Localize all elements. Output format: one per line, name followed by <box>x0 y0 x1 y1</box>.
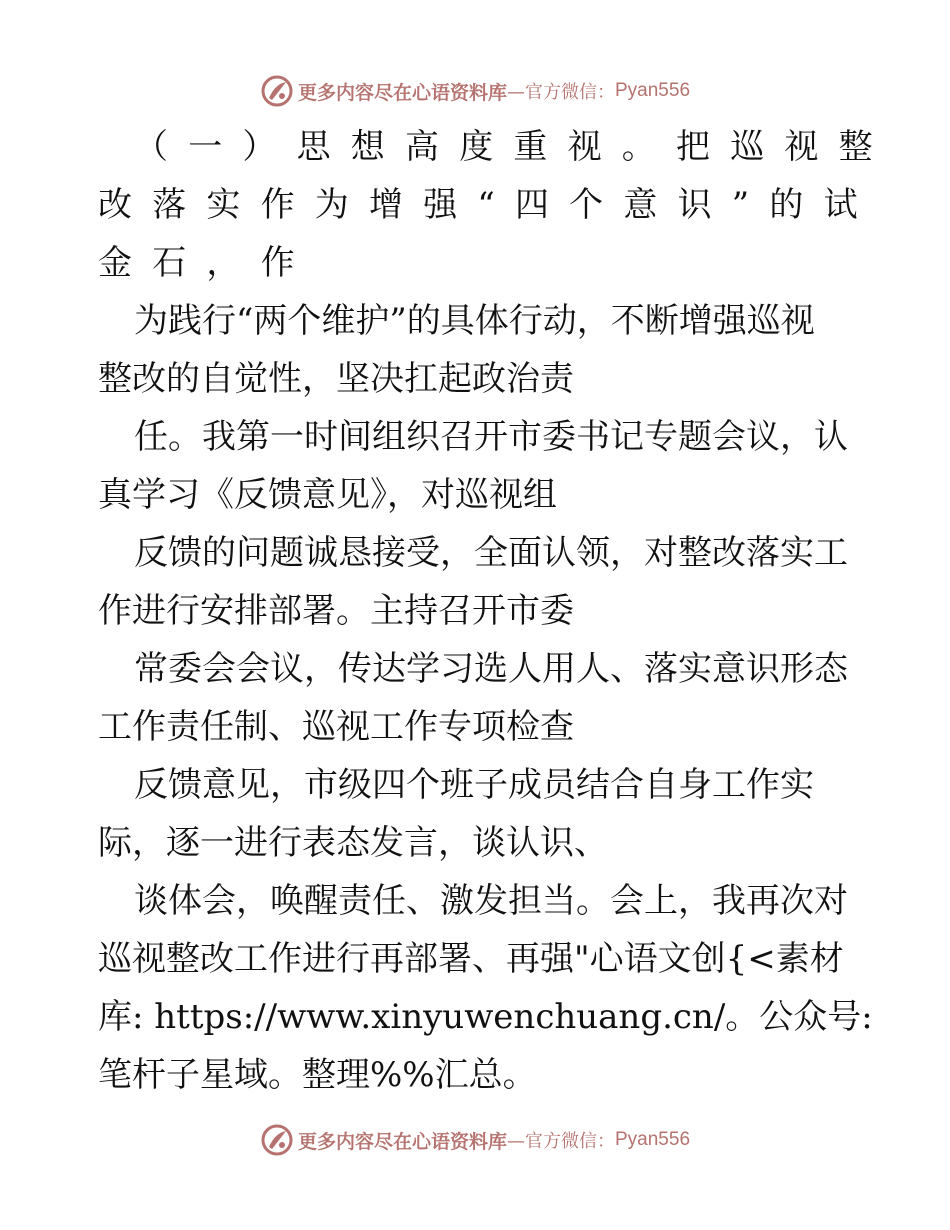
text-line: 常委会会议，传达学习选人用人、落实意识形态 <box>134 649 848 689</box>
watermark-id-text: Pyan556 <box>615 80 691 101</box>
text-line: 工作责任制、巡视工作专项检查 <box>98 707 574 747</box>
text-line: 际，逐一进行表态发言，谈认识、 <box>98 823 608 863</box>
paragraph <box>98 292 858 408</box>
text-line: 巡视整改工作进行再部署、再强"心语文创{<素材 <box>98 939 844 979</box>
text-line: 真学习《反馈意见》，对巡视组 <box>98 475 557 515</box>
text-line: 笔杆子星域。整理%%汇总。 <box>98 1055 537 1095</box>
paragraph <box>98 756 858 872</box>
paragraph <box>98 640 858 756</box>
text-line: 反馈的问题诚恳接受，全面认领，对整改落实工 <box>134 533 848 573</box>
text-line: 作进行安排部署。主持召开市委 <box>98 591 574 631</box>
paragraph <box>98 408 858 524</box>
text-line: （一）思想高度重视。把巡视整 <box>134 127 893 167</box>
text-line: 整改的自觉性，坚决扛起政治责 <box>98 359 574 399</box>
text-line: 为践行“两个维护”的具体行动，不断增强巡视 <box>134 301 815 341</box>
text-line: 金石，作 <box>98 243 315 283</box>
paragraph <box>98 524 858 640</box>
text-line: 库: https://www.xinyuwenchuang.cn/。公众号: <box>98 997 873 1037</box>
text-line: 任。我第一时间组织召开市委书记专题会议，认 <box>134 417 848 457</box>
watermark-sub-text: —官方微信： <box>507 1131 615 1152</box>
document-body <box>98 118 893 1104</box>
watermark-banner-bottom <box>0 1120 950 1160</box>
text-line: 改落实作为增强“四个意识”的试 <box>98 185 878 225</box>
seal-logo-icon <box>260 1123 294 1157</box>
seal-logo-icon <box>260 74 294 108</box>
watermark-main-text: 更多内容尽在心语资料库 <box>297 81 507 104</box>
watermark-main-text: 更多内容尽在心语资料库 <box>297 1130 507 1153</box>
watermark-sub-text: —官方微信： <box>507 82 615 103</box>
paragraph <box>98 872 873 1104</box>
watermark-banner-top <box>0 71 950 111</box>
text-line: 反馈意见，市级四个班子成员结合自身工作实 <box>134 765 814 805</box>
paragraph <box>98 118 893 292</box>
watermark-id-text: Pyan556 <box>615 1129 691 1150</box>
text-line: 谈体会，唤醒责任、激发担当。会上，我再次对 <box>134 881 848 921</box>
